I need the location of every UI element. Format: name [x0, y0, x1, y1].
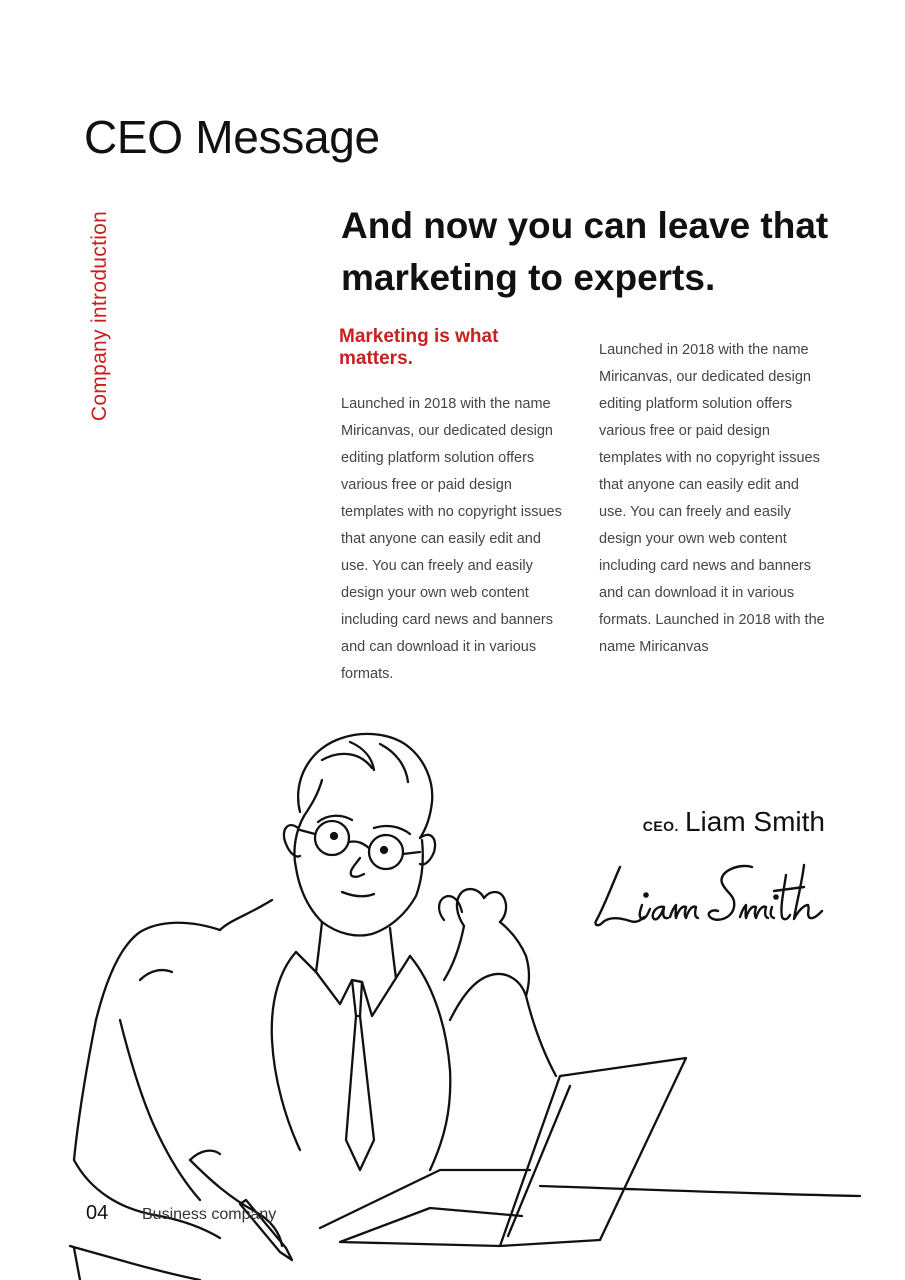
page-number: 04	[86, 1202, 109, 1224]
footer-label: Business company	[142, 1206, 277, 1223]
headline: And now you can leave that marketing to experts.	[341, 205, 829, 298]
ceo-prefix: CEO.	[642, 818, 679, 834]
subheading: Marketing is what matters.	[339, 326, 499, 369]
ceo-name: Liam Smith	[684, 806, 825, 837]
body-text-right: Launched in 2018 with the name Miricanvas, our dedicated design editing platform solution offers various free or paid design templates with no copyright issues that anyone can easily edit and use. You can freely and easily design your own web content including card news and banners and can download it in various formats. Launched in 2018 with the name Miricanvas	[599, 342, 825, 655]
section-label: Company introduction	[88, 210, 111, 422]
page-title: CEO Message	[84, 111, 380, 163]
body-text-left: Launched in 2018 with the name Miricanvas, our dedicated design editing platform solution offers various free or paid design templates with no copyright issues that anyone can easily edit and use. You can freely and easily design your own web content including card news and banners and can download it in various formats.	[341, 396, 562, 682]
ceo-illustration	[60, 720, 880, 1280]
